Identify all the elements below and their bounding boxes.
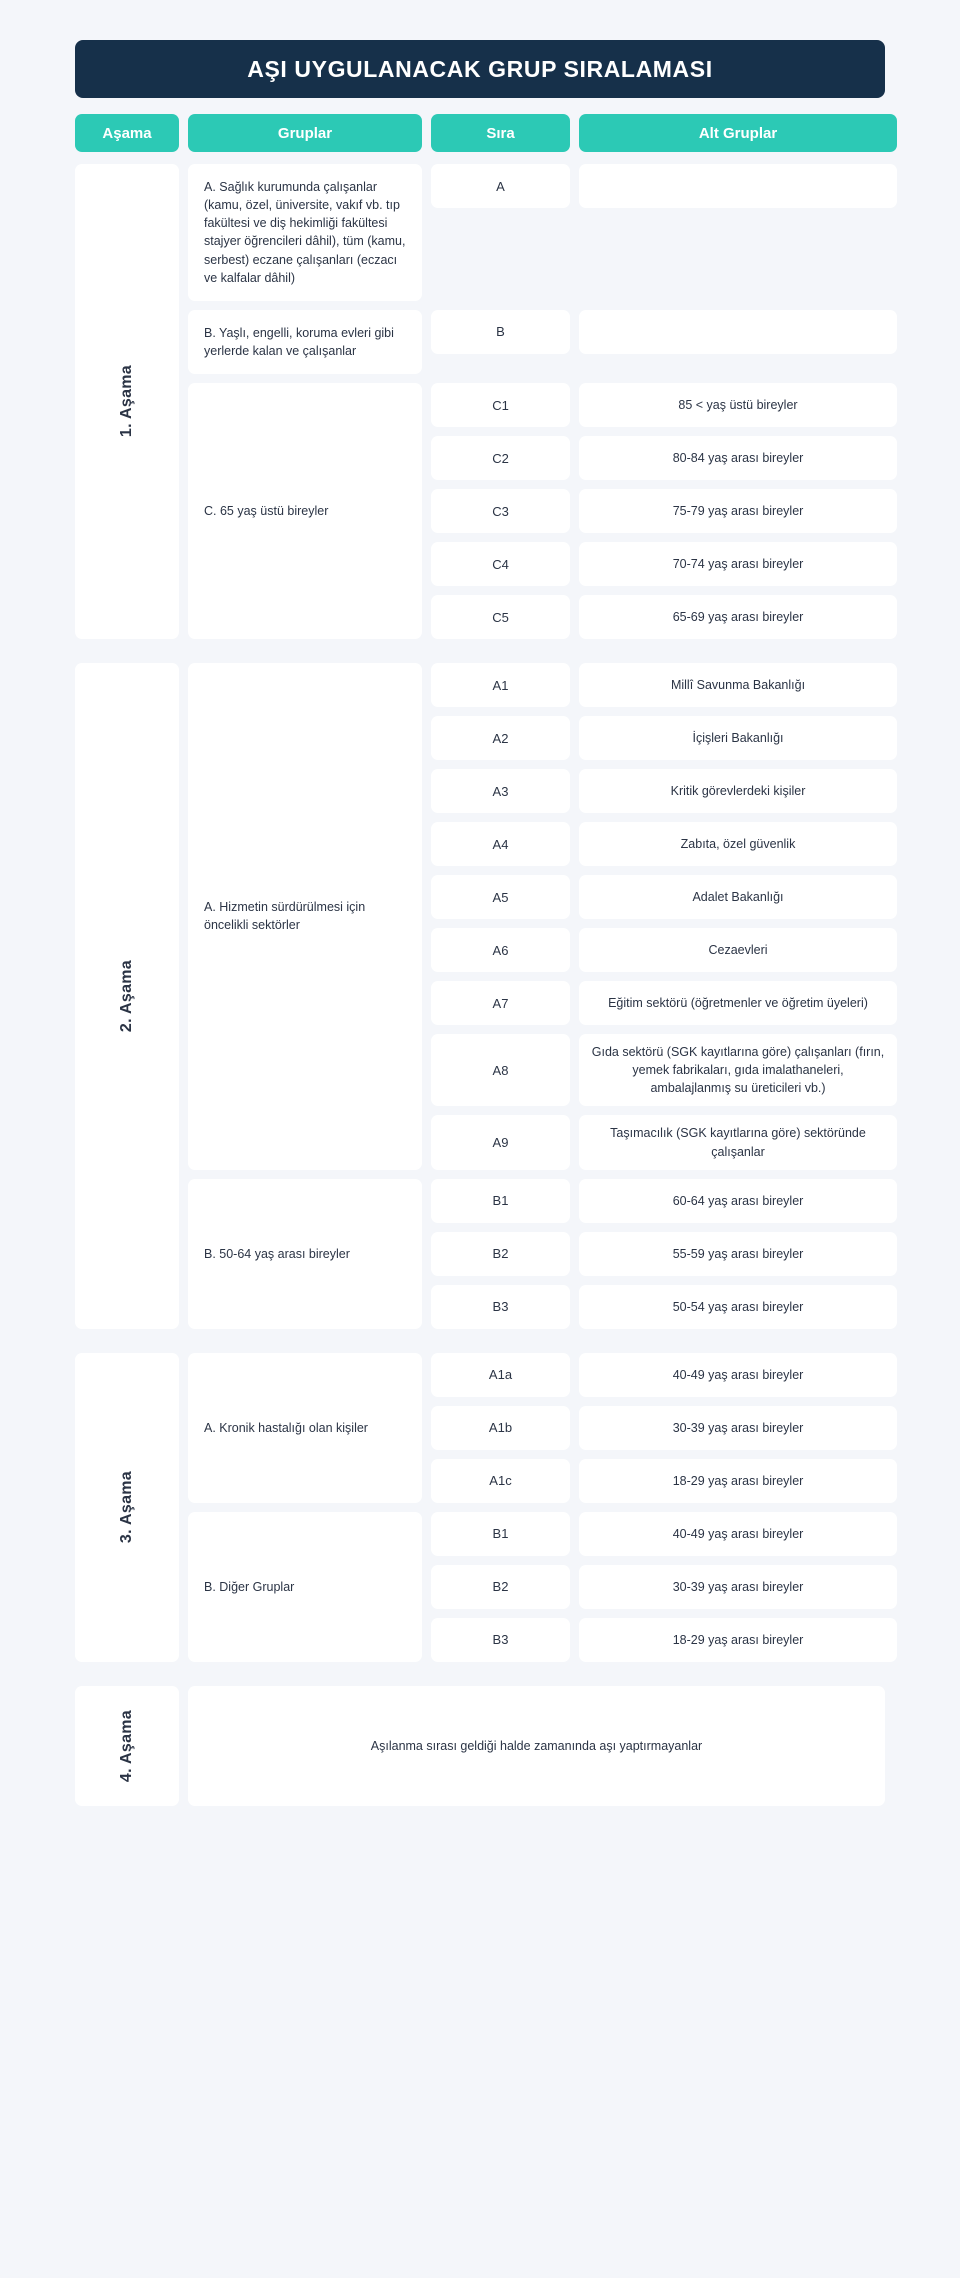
subgroup-cell: Cezaevleri — [579, 928, 897, 972]
stage-label-text: 4. Aşama — [118, 1709, 135, 1782]
stage-content — [188, 164, 897, 639]
subgroup-cell: 30-39 yaş arası bireyler — [579, 1565, 897, 1609]
order-list — [431, 663, 897, 1170]
table-row — [431, 542, 897, 586]
order-code-cell: A — [431, 164, 570, 208]
subgroup-cell: Zabıta, özel güvenlik — [579, 822, 897, 866]
page-title-text: AŞI UYGULANACAK GRUP SIRALAMASI — [247, 55, 713, 82]
table-row — [431, 1618, 897, 1662]
table-header-row — [75, 114, 885, 152]
order-code-cell: B1 — [431, 1512, 570, 1556]
subgroup-cell: 80-84 yaş arası bireyler — [579, 436, 897, 480]
order-code-cell: B3 — [431, 1618, 570, 1662]
stage-label-cell — [75, 1686, 179, 1806]
table-row — [431, 1565, 897, 1609]
subgroup-cell: 60-64 yaş arası bireyler — [579, 1179, 897, 1223]
order-code-cell: A6 — [431, 928, 570, 972]
group-row — [188, 1179, 897, 1329]
subgroup-cell: 75-79 yaş arası bireyler — [579, 489, 897, 533]
stage-label-cell — [75, 1353, 179, 1662]
group-row — [188, 1353, 897, 1503]
header-cell-stage: Aşama — [75, 114, 179, 152]
order-code-cell: B — [431, 310, 570, 354]
subgroup-cell: 40-49 yaş arası bireyler — [579, 1512, 897, 1556]
order-list — [431, 310, 897, 374]
table-row — [431, 310, 897, 354]
order-code-cell: A8 — [431, 1034, 570, 1106]
group-row — [188, 383, 897, 639]
stage-content — [188, 663, 897, 1329]
order-code-cell: A7 — [431, 981, 570, 1025]
table-row — [431, 1459, 897, 1503]
table-row — [431, 1353, 897, 1397]
order-code-cell: A2 — [431, 716, 570, 760]
subgroup-cell: Taşımacılık (SGK kayıtlarına göre) sektöründe çalışanlar — [579, 1115, 897, 1169]
stage-content — [188, 1686, 885, 1806]
order-code-cell: C2 — [431, 436, 570, 480]
table-row — [431, 1115, 897, 1169]
subgroup-cell: Adalet Bakanlığı — [579, 875, 897, 919]
group-row — [188, 663, 897, 1170]
stage-note-cell: Aşılanma sırası geldiği halde zamanında aşı yaptırmayanlar — [188, 1686, 885, 1806]
group-name-cell: A. Sağlık kurumunda çalışanlar (kamu, özel, üniversite, vakıf vb. tıp fakültesi ve diş hekimliği fakültesi stajyer öğrencileri dâhil), tüm (kamu, serbest) eczane çalışanları (eczacı ve kalfalar dâhil) — [188, 164, 422, 301]
order-list — [431, 1512, 897, 1662]
order-code-cell: B3 — [431, 1285, 570, 1329]
page-title — [75, 40, 885, 98]
table-row — [431, 1179, 897, 1223]
subgroup-cell: 40-49 yaş arası bireyler — [579, 1353, 897, 1397]
table-row — [431, 383, 897, 427]
table-row — [431, 1232, 897, 1276]
order-code-cell: A1c — [431, 1459, 570, 1503]
order-list — [431, 383, 897, 639]
subgroup-cell: 30-39 yaş arası bireyler — [579, 1406, 897, 1450]
group-row — [188, 1512, 897, 1662]
subgroup-cell — [579, 310, 897, 354]
stage-block — [75, 663, 885, 1329]
stage-label-text: 3. Aşama — [118, 1471, 135, 1544]
header-cell-groups: Gruplar — [188, 114, 422, 152]
table-row — [431, 928, 897, 972]
subgroup-cell: Millî Savunma Bakanlığı — [579, 663, 897, 707]
order-list — [431, 164, 897, 301]
order-code-cell: A1 — [431, 663, 570, 707]
order-code-cell: A9 — [431, 1115, 570, 1169]
order-code-cell: A3 — [431, 769, 570, 813]
table-row — [431, 875, 897, 919]
stage-label-text: 2. Aşama — [118, 959, 135, 1032]
table-row — [431, 822, 897, 866]
order-code-cell: A5 — [431, 875, 570, 919]
subgroup-cell: İçişleri Bakanlığı — [579, 716, 897, 760]
subgroup-cell: 70-74 yaş arası bireyler — [579, 542, 897, 586]
subgroup-cell: Eğitim sektörü (öğretmenler ve öğretim üyeleri) — [579, 981, 897, 1025]
order-code-cell: B2 — [431, 1565, 570, 1609]
stage-label-text: 1. Aşama — [118, 365, 135, 438]
stage-content — [188, 1353, 897, 1662]
order-list — [431, 1353, 897, 1503]
subgroup-cell: 18-29 yaş arası bireyler — [579, 1459, 897, 1503]
table-row — [431, 595, 897, 639]
subgroup-cell: 50-54 yaş arası bireyler — [579, 1285, 897, 1329]
stage-block — [75, 1353, 885, 1662]
subgroup-cell: Gıda sektörü (SGK kayıtlarına göre) çalışanları (fırın, yemek fabrikaları, gıda imalathaneleri, ambalajlanmış su üreticileri vb.) — [579, 1034, 897, 1106]
order-code-cell: C5 — [431, 595, 570, 639]
order-code-cell: A4 — [431, 822, 570, 866]
stage-label-cell — [75, 164, 179, 639]
order-code-cell: A1b — [431, 1406, 570, 1450]
stage-label-cell — [75, 663, 179, 1329]
subgroup-cell: 65-69 yaş arası bireyler — [579, 595, 897, 639]
order-code-cell: A1a — [431, 1353, 570, 1397]
table-row — [431, 489, 897, 533]
group-name-cell: C. 65 yaş üstü bireyler — [188, 383, 422, 639]
group-name-cell: B. Diğer Gruplar — [188, 1512, 422, 1662]
table-row — [431, 663, 897, 707]
table-row — [431, 1406, 897, 1450]
subgroup-cell: 55-59 yaş arası bireyler — [579, 1232, 897, 1276]
order-code-cell: B1 — [431, 1179, 570, 1223]
group-name-cell: A. Kronik hastalığı olan kişiler — [188, 1353, 422, 1503]
order-code-cell: C1 — [431, 383, 570, 427]
header-cell-subgroups: Alt Gruplar — [579, 114, 897, 152]
table-row — [431, 1034, 897, 1106]
order-list — [431, 1179, 897, 1329]
table-row — [431, 1285, 897, 1329]
group-name-cell: B. Yaşlı, engelli, koruma evleri gibi yerlerde kalan ve çalışanlar — [188, 310, 422, 374]
table-row — [431, 164, 897, 208]
table-row — [431, 1512, 897, 1556]
stage-block — [75, 1686, 885, 1806]
order-code-cell: C3 — [431, 489, 570, 533]
stages-container — [75, 164, 885, 1806]
table-row — [431, 981, 897, 1025]
order-code-cell: C4 — [431, 542, 570, 586]
table-row — [431, 716, 897, 760]
header-cell-order: Sıra — [431, 114, 570, 152]
group-row — [188, 164, 897, 301]
subgroup-cell — [579, 164, 897, 208]
order-code-cell: B2 — [431, 1232, 570, 1276]
table-row — [431, 436, 897, 480]
group-name-cell: A. Hizmetin sürdürülmesi için öncelikli sektörler — [188, 663, 422, 1170]
stage-block — [75, 164, 885, 639]
subgroup-cell: 85 < yaş üstü bireyler — [579, 383, 897, 427]
group-name-cell: B. 50-64 yaş arası bireyler — [188, 1179, 422, 1329]
subgroup-cell: Kritik görevlerdeki kişiler — [579, 769, 897, 813]
subgroup-cell: 18-29 yaş arası bireyler — [579, 1618, 897, 1662]
table-row — [431, 769, 897, 813]
group-row — [188, 310, 897, 374]
